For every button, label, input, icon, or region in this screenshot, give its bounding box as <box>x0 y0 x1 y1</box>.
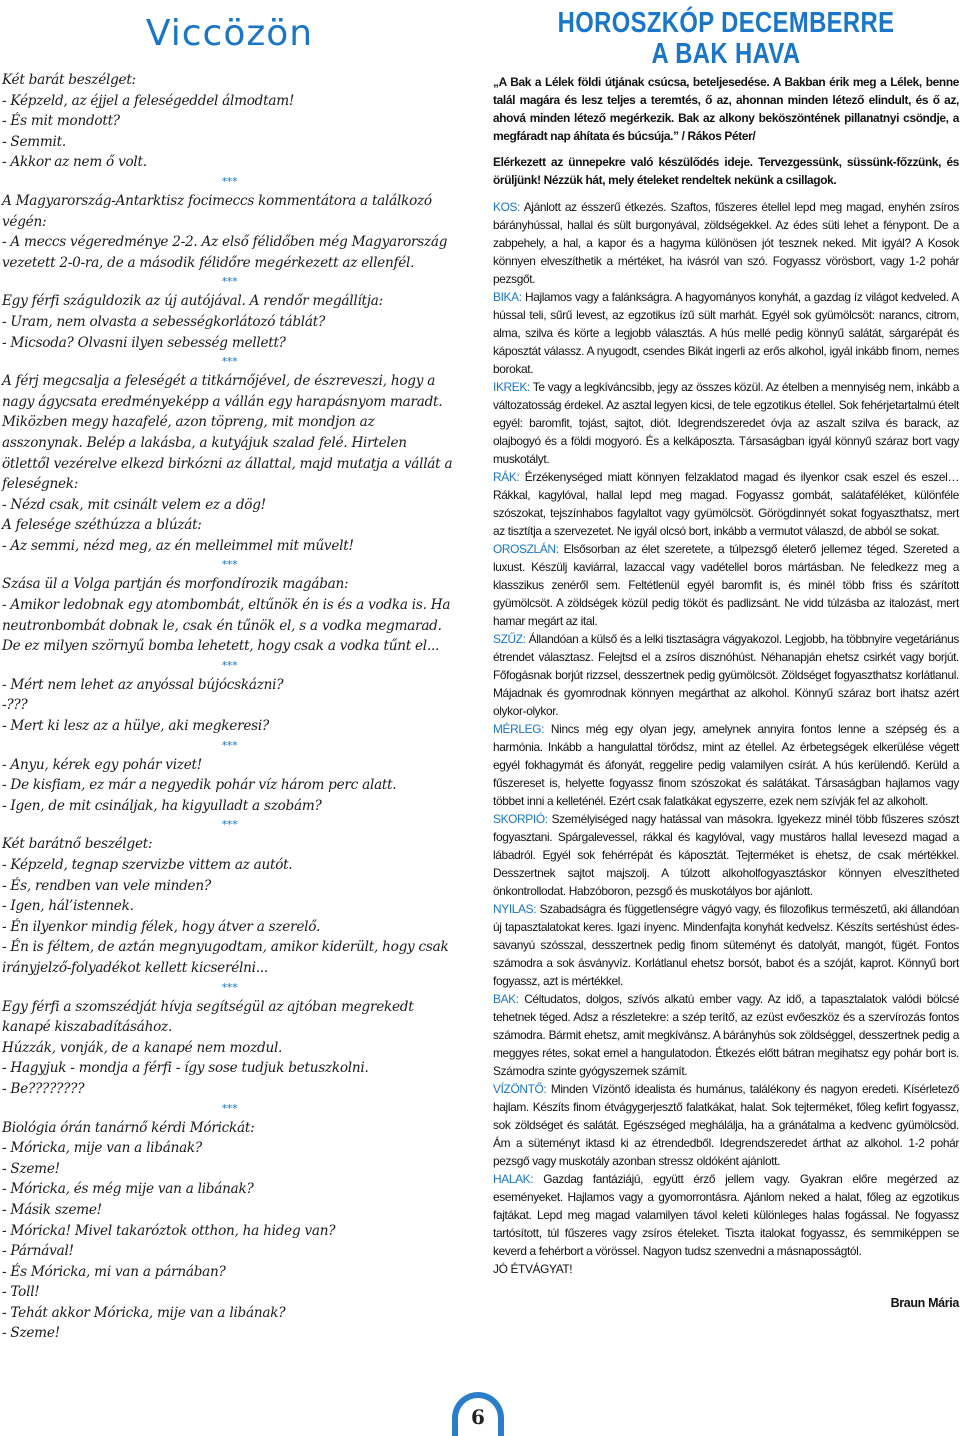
joke-line: - Képzeld, az éjjel a feleségeddel álmodtam! <box>2 92 295 109</box>
joke-line: - Móricka! Mivel takaróztok otthon, ha hideg van? <box>2 1222 336 1239</box>
zodiac-sign-entry <box>493 1170 959 1260</box>
joke-line: - Az semmi, nézd meg, az én melleimmel mit művelt! <box>2 537 354 554</box>
zodiac-sign-text: Személyiséged nagy hatással van másokra. Igyekezz minél több fűszeres szószt fogyasztani. Spárgalevessel, rákkal és kagylóval, vagy mustáros hallal levesezd magad a lábadról. Egyél sok fehérrépát és káposztát. Tejterméket is ehetsz, de csak mértékkel. Desszertnek sajtot majszolj. A túlzott alkoholfogyasztáskor könnyen elveszítheted önkontrollodat. Habzóboron, pezsgő és muskotályos bor ajánlott. <box>493 812 959 898</box>
joke-line: - Hagyjuk - mondja a férfi - így sose tudjuk betuszkolni. <box>2 1060 369 1077</box>
joke-separator: *** <box>221 980 238 994</box>
zodiac-sign-text: Érzékenységed miatt könnyen felzaklatod magad és ilyenkor csak eszel és eszel… Rákkal, kagylóval, hallal lepd meg magad. Fogyassz gombát, salátaféléket, különféle szószokat, tejszínhabos fagylaltot vagy gyümölcsöt. Görögdinnyét sokat fogyaszthatsz, mert az tisztítja a szervezetet. Ne igyál olcsó bort, inkább a vermutot válaszd, de abból se sokat. <box>493 470 959 538</box>
zodiac-sign-entry <box>493 1080 959 1170</box>
joke-line: Biológia órán tanárnő kérdi Mórickát: <box>2 1119 255 1136</box>
joke-line: - Nézd csak, mit csinált velem ez a dög! <box>2 496 266 513</box>
author-name: Braun Mária <box>890 1296 959 1310</box>
joke-line: - Tehát akkor Móricka, mije van a libának? <box>2 1304 286 1321</box>
joke-line: - Másik szeme! <box>2 1201 102 1218</box>
zodiac-sign-name: BAK: <box>493 992 519 1006</box>
zodiac-sign-name: SKORPIÓ: <box>493 812 548 826</box>
joke-line: Egy férfi a szomszédját hívja segítségül az ajtóban megrekedt kanapé kiszabadításához. <box>2 998 414 1036</box>
zodiac-sign-text: Gazdag fantáziájú, együtt érző jellem vagy. Gyakran előre megérzed az eseményeket. Hajlamos vagy a gyomorrontásra. Ajánlom neked a halat, főleg az egzotikus fajtákat. Lepd meg magad valamilyen távol keleti különleges halas fogással. Ne fogyassz tartósított, túl fűszeres vagy zsíros ételeket. Tiszta italokat fogyassz, és semmiképpen se keverd a fehérbort a vörössel. Nagyon tudsz szenvedni a másnaposságtól. <box>493 1172 959 1258</box>
joke-line: - Mert ki lesz az a hülye, aki megkeresi? <box>2 718 269 735</box>
joke-separator: *** <box>221 658 238 672</box>
joke-separator: *** <box>221 558 238 572</box>
zodiac-sign-entry <box>493 720 959 810</box>
horoscope-column <box>493 0 959 1395</box>
zodiac-sign-name: BIKA: <box>493 290 522 304</box>
joke-line: - És mit mondott? <box>2 113 120 130</box>
joke-separator: *** <box>221 355 238 369</box>
jokes-column <box>2 0 457 1395</box>
joke-line: - Én ilyenkor mindig félek, hogy átver a szerelő. <box>2 918 321 935</box>
joke-line: - Akkor az nem ő volt. <box>2 154 147 171</box>
joke-line: Egy férfi száguldozik az új autójával. A rendőr megállítja: <box>2 293 383 310</box>
zodiac-sign-text: Szabadságra és függetlenségre vágyó vagy, és filozofikus természetű, aki állandóan új tapasztalatokat keres. Igazi ínyenc. Mindenfajta konyhát kedvelsz. Készíts sertéshúst édes-savanyú szósszal, desszertnek pedig finom süteményt és datolyát, mangót, fügét. Fontos számodra a sok ásványvíz. Korlátlanul ehetsz borsót, babot és a szóját, kaprot. Könnyű bort fogyassz, azt is mértékkel. <box>493 902 959 988</box>
jokes-title: Viccözön <box>145 13 314 54</box>
horoscope-intro-2: Elérkezett az ünnepekre való készülődés ideje. Tervezgessünk, süssünk-főzzünk, és örüljünk! Nézzük hát, mely ételeket rendeltek nekünk a csillagok. <box>493 155 959 187</box>
joke-line: - Semmit. <box>2 133 66 150</box>
zodiac-sign-entry <box>493 630 959 720</box>
joke-separator: *** <box>221 275 238 289</box>
zodiac-sign-name: VÍZÖNTŐ: <box>493 1082 547 1096</box>
joke-line: A férj megcsalja a feleségét a titkárnőjével, de észreveszi, hogy a nagy ágycsata eredményeképp a vállán egy harapásnyom maradt. Miközben megy hazafelé, azon töpreng, mit mondjon az asszonynak. Belép a lakásba, a kutyájuk szalad felé. Hirtelen ötlettől vezérelve elkezd birkózni az állattal, majd mutatja a vállát a feleségnek: <box>2 373 453 493</box>
zodiac-sign-name: NYILAS: <box>493 902 537 916</box>
joke-line: - Uram, nem olvasta a sebességkorlátozó táblát? <box>2 313 325 330</box>
jokes-list <box>2 70 457 1344</box>
joke-line: - Móricka, és még mije van a libának? <box>2 1181 254 1198</box>
zodiac-sign-entry <box>493 288 959 378</box>
joke-line: Két barát beszélget: <box>2 72 136 88</box>
joke-line: -??? <box>2 697 28 714</box>
joke-line: - Igen, de mit csináljak, ha kigyulladt a szobám? <box>2 797 322 814</box>
zodiac-sign-entry <box>493 810 959 900</box>
joke-separator: *** <box>221 1101 238 1115</box>
zodiac-sign-entry <box>493 378 959 468</box>
zodiac-sign-text: Elsősorban az élet szeretete, a túlpezsgő életerő jellemez téged. Szereted a luxust. Készülj kaviárral, lazaccal vagy vadétellel boros mártásban. Ne feledkezz meg a klasszikus zenéről sem. Feltétlenül egyél baromfit is, és minél több friss és szárított gyümölcsöt. A zöldségek közül pedig tököt és padlizsánt. Ne vidd túlzásba az italozást, mert hamar megárt az ital. <box>493 542 959 628</box>
zodiac-sign-entry <box>493 900 959 990</box>
joke-line: - Szeme! <box>2 1160 60 1177</box>
zodiac-sign-name: KOS: <box>493 200 521 214</box>
joke-line: Húzzák, vonják, de a kanapé nem mozdul. <box>2 1039 283 1056</box>
zodiac-sign-entry <box>493 990 959 1080</box>
zodiac-sign-text: Minden Vízöntő idealista és humánus, találékony és nagyon eredeti. Kísérletező hajlam. Készíts finom étvágygerjesztő falatkákat, halat. Sok tejterméket, főleg kefirt fogyassz, sok zöldséget és salátát. Egészséged meghálálja, ha a gránátalma a kedvenc gyümölcsöd. Ám a süteményt iktasd ki az étrendedből. Idegrendszeredet árthat az alkohol. 1-2 pohár pezsgő vagy muskotály azonban stressz oldóként ajánlott. <box>493 1082 959 1168</box>
joke-line: - Toll! <box>2 1284 40 1301</box>
zodiac-sign-entry <box>493 468 959 540</box>
joke-line: - Szeme! <box>2 1325 60 1342</box>
zodiac-sign-text: Ajánlott az ésszerű étkezés. Szaftos, fűszeres étellel lepd meg magad, enyhén zsíros bárányhússal, hallal és sült burgonyával, zöldségekkel. Az édes süti lehet a fénypont. De a zabpehely, a hal, a kapor és a hagyma különösen jót tesznek neked. Mit igyál? A Kosok könnyen elveszíthetik a mértéket, ha ivásról van szó. Fogyassz vörösbort, vagy 1-2 pohár pezsgőt. <box>493 200 959 286</box>
joke-separator: *** <box>221 738 238 752</box>
zodiac-sign-text: Hajlamos vagy a falánkságra. A hagyományos konyhát, a gazdag íz világot kedveled. A hússal teli, sűrű levest, az egzotikus ízű sült marhát. Egyél sok gyümölcsöt: narancs, citrom, alma, szilva és körte a legjobb választás. A hús mellé pedig könnyű salátát, sárgarépát és káposztát válassz. A nyugodt, csendes Bikát ingerli az erős alkohol, igyál inkább finom, nemes borokat. <box>493 290 959 376</box>
joke-line: - És Móricka, mi van a párnában? <box>2 1263 226 1280</box>
joke-line: - Amikor ledobnak egy atombombát, eltűnök én is és a vodka is. Ha neutronbombát dobnak le, csak én tűnök el, s a vodka megmarad. De ez milyen szörnyű bomba lehetett, hogy csak a vodka tűnt el... <box>2 597 451 655</box>
zodiac-sign-name: RÁK: <box>493 470 520 484</box>
zodiac-sign-text: Nincs még egy olyan jegy, amelynek annyira fontos lenne a szépség és a harmónia. Inkább a hangulattal törődsz, mint az étellel. Az érbetegségek elkerülése végett egyél fokhagymát és áfonyát, reggelire pedig valamilyen csírát. A hús kerülendő. Kerüld a fűszereset is, helyette fogyassz finom szószokat és salátákat. Társaságban hajlamos vagy többet inni a kelleténél. Ezért csak falatkákat egyszerre, ezek nem szívják fel az alkoholt. <box>493 722 959 808</box>
joke-line: A Magyarország-Antarktisz focimeccs kommentátora a találkozó végén: <box>2 192 432 230</box>
joke-line: - Mért nem lehet az anyóssal bújócskázni? <box>2 676 284 693</box>
closing-line: JÓ ÉTVÁGYAT! <box>493 1262 573 1276</box>
horoscope-subtitle: A BAK HAVA <box>651 38 801 70</box>
joke-line: - Én is féltem, de aztán megnyugodtam, amikor kiderült, hogy csak irányjelző-folyadékot kellett kicserélni... <box>2 939 449 976</box>
joke-line: Szása ül a Volga partján és morfondírozik magában: <box>2 576 349 593</box>
joke-line: A felesége széthúzza a blúzát: <box>2 517 202 534</box>
zodiac-sign-entry <box>493 198 959 288</box>
horoscope-title: HOROSZKÓP DECEMBERRE <box>557 7 895 39</box>
joke-line: - Igen, hál’istennek. <box>2 898 134 915</box>
joke-line: - De kisfiam, ez már a negyedik pohár víz három perc alatt. <box>2 777 397 794</box>
zodiac-sign-name: SZŰZ: <box>493 632 526 646</box>
joke-line: - Micsoda? Olvasni ilyen sebesség mellett? <box>2 334 286 351</box>
zodiac-sign-name: OROSZLÁN: <box>493 542 559 556</box>
zodiac-sign-name: IKREK: <box>493 380 530 394</box>
zodiac-sign-name: HALAK: <box>493 1172 534 1186</box>
zodiac-sign-text: Te vagy a legkíváncsibb, jegy az összes közül. Az ételben a mennyiség nem, inkább a változatosság érdekel. Az asztal legyen kicsi, de tele egzotikus étellel. Sok fehérjetartalmú ételt egyél: baromfit, tojást, sajtot, diót. Idegrendszeredet óvja az aszalt szilva és barack, az olajbogyó és a földi mogyoró. És a kelkáposzta. Társaságban igyál könnyű száraz bort vagy muskotályt. <box>493 380 959 466</box>
zodiac-sign-text: Állandóan a külső és a lelki tisztaságra vágyakozol. Legjobb, ha többnyire vegetáriánus étrendet választasz. Felejtsd el a zsíros disznóhúst. Néhanapján ehetsz csirkét vagy borjút. Főfogásnak borjút rizzsel, desszertnek pedig gyümölcsöt. Zöldséget fogyaszthatsz korlátlanul. Májadnak és gyomrodnak könnyen megárthat az alkohol. Könnyű száraz bort ihatsz azért olykor-olykor. <box>493 632 959 718</box>
joke-line: - És, rendben van vele minden? <box>2 877 211 894</box>
joke-line: - Be???????? <box>2 1080 85 1097</box>
joke-separator: *** <box>221 174 238 188</box>
zodiac-sign-text: Céltudatos, dolgos, szívós alkatú ember vagy. Az idő, a tapasztalatok valódi bölcsé tehetnek téged. Adsz a részletekre: a szép terítő, az ezüst evőeszköz és a szervírozás fontos számodra. Bármit ehetsz, amit megkívánsz. A bárányhús sok zöldséggel, desszertnek pedig a meggyes rétes, sokat emel a hangulatodon. Étkezés előtt bátran megihatsz egy pohár bort is. Számodra szinte gyógyszernek számít. <box>493 992 959 1078</box>
joke-line: - Képzeld, tegnap szervizbe vittem az autót. <box>2 857 293 873</box>
joke-line: - Móricka, mije van a libának? <box>2 1140 202 1157</box>
zodiac-sign-list <box>493 198 959 1260</box>
zodiac-sign-entry <box>493 540 959 630</box>
joke-line: - A meccs végeredménye 2-2. Az első félidőben még Magyarország vezetett 2-0-ra, de a második félidőre megérkezett az ellenfél. <box>2 234 448 271</box>
zodiac-sign-name: MÉRLEG: <box>493 722 545 736</box>
page-number: 6 <box>458 1398 498 1436</box>
page-number-badge <box>452 1392 504 1436</box>
joke-separator: *** <box>221 818 238 832</box>
joke-line: - Anyu, kérek egy pohár vizet! <box>2 756 202 773</box>
horoscope-intro: „A Bak a Lélek földi útjának csúcsa, beteljesedése. A Bakban érik meg a Lélek, benne talál magára és lesz teljes a teremtés, ő az, ahonnan minden létező elindult, és ő az, ahová minden létező megérkezik. Bak az alkony beköszöntének pillanatnyi csöndje, a megfáradt nap áhítata és búcsúja.” / Rákos Péter/ <box>493 75 959 143</box>
joke-line: - Párnával! <box>2 1243 74 1260</box>
joke-line: Két barátnő beszélget: <box>2 836 153 853</box>
